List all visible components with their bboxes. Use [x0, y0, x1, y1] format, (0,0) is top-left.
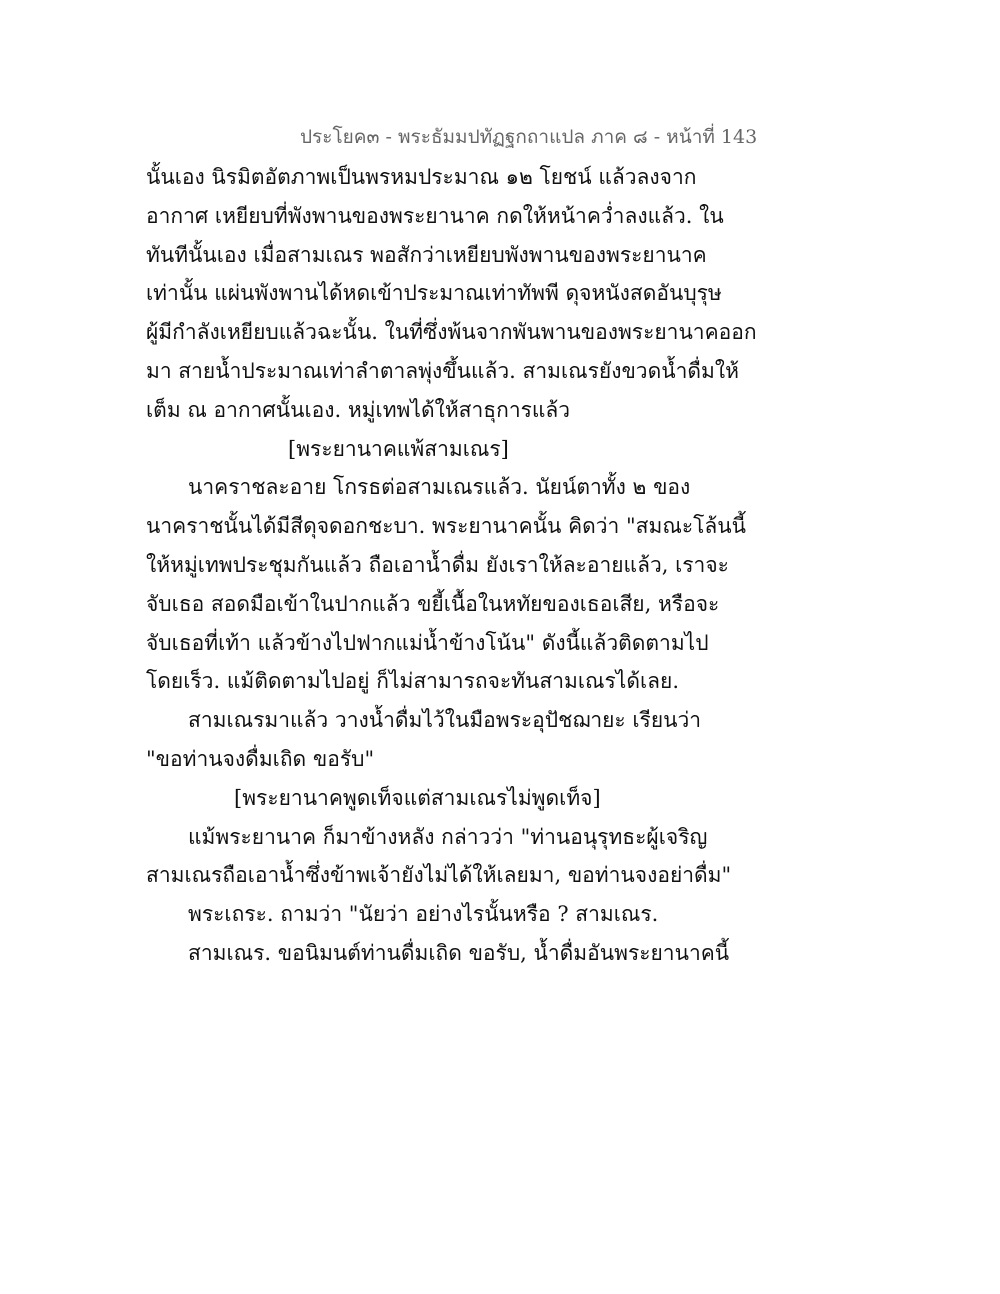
- text-line: เท่านั้น แผ่นพังพานได้หดเข้าประมาณเท่าทัพพี ดุจหนังสดอันบุรุษ: [146, 281, 722, 306]
- text-line: อากาศ เหยียบที่พังพานของพระยานาค กดให้หน้าคว่ำลงแล้ว. ใน: [146, 203, 724, 228]
- text-line: ให้หมู่เทพประชุมกันแล้ว ถือเอาน้ำดื่ม ยังเราให้ละอายแล้ว, เราจะ: [146, 552, 729, 577]
- text-line: มา สายน้ำประมาณเท่าลำตาลพุ่งขึ้นแล้ว. สามเณรยังขวดน้ำดื่มให้: [146, 358, 739, 383]
- text-line: จับเธอที่เท้า แล้วข้างไปฟากแม่น้ำข้างโน้น" ดังนี้แล้วติดตามไป: [146, 630, 709, 655]
- page-header: ประโยค๓ - พระธัมมปทัฏฐกถาแปล ภาค ๘ - หน้าที่ 143: [300, 126, 758, 148]
- paragraph-start: สามเณรมาแล้ว วางน้ำดื่มไว้ในมือพระอุปัชฌายะ เรียนว่า: [188, 708, 702, 733]
- body-text: [146, 158, 757, 973]
- text-line: ผู้มีกำลังเหยียบแล้วฉะนั้น. ในที่ซึ่งพ้นจากพันพานของพระยานาคออก: [146, 320, 757, 345]
- paragraph-start: สามเณร. ขอนิมนต์ท่านดื่มเถิด ขอรับ, น้ำดื่มอันพระยานาคนี้: [188, 940, 730, 965]
- section-heading: [พระยานาคแพ้สามเณร]: [288, 436, 509, 461]
- text-line: เต็ม ณ อากาศนั้นเอง. หมู่เทพได้ให้สาธุการแล้ว: [146, 397, 571, 422]
- text-line: สามเณรถือเอาน้ำซึ่งข้าพเจ้ายังไม่ได้ให้เลยมา, ขอท่านจงอย่าดื่ม": [146, 863, 732, 888]
- paragraph-start: แม้พระยานาค ก็มาข้างหลัง กล่าวว่า "ท่านอนุรุทธะผู้เจริญ: [188, 824, 708, 849]
- text-line: ทันทีนั้นเอง เมื่อสามเณร พอสักว่าเหยียบพังพานของพระยานาค: [146, 242, 707, 267]
- paragraph-start: พระเถระ. ถามว่า "นัยว่า อย่างไรนั้นหรือ ? สามเณร.: [188, 902, 659, 927]
- text-line: นั้นเอง นิรมิตอัตภาพเป็นพรหมประมาณ ๑๒ โยชน์ แล้วลงจาก: [146, 165, 697, 189]
- text-line: นาคราชนั้นได้มีสีดุจดอกชะบา. พระยานาคนั้น คิดว่า "สมณะโล้นนี้: [146, 514, 746, 539]
- section-heading: [พระยานาคพูดเท็จแต่สามเณรไม่พูดเท็จ]: [234, 785, 601, 810]
- text-line: โดยเร็ว. แม้ติดตามไปอยู่ ก็ไม่สามารถจะทันสามเณรได้เลย.: [146, 669, 679, 694]
- paragraph-start: นาคราชละอาย โกรธต่อสามเณรแล้ว. นัยน์ตาทั้ง ๒ ของ: [188, 475, 691, 500]
- text-line: จับเธอ สอดมือเข้าในปากแล้ว ขยี้เนื้อในหทัยของเธอเสีย, หรือจะ: [146, 591, 720, 616]
- text-line: "ขอท่านจงดื่มเถิด ขอรับ": [146, 746, 375, 771]
